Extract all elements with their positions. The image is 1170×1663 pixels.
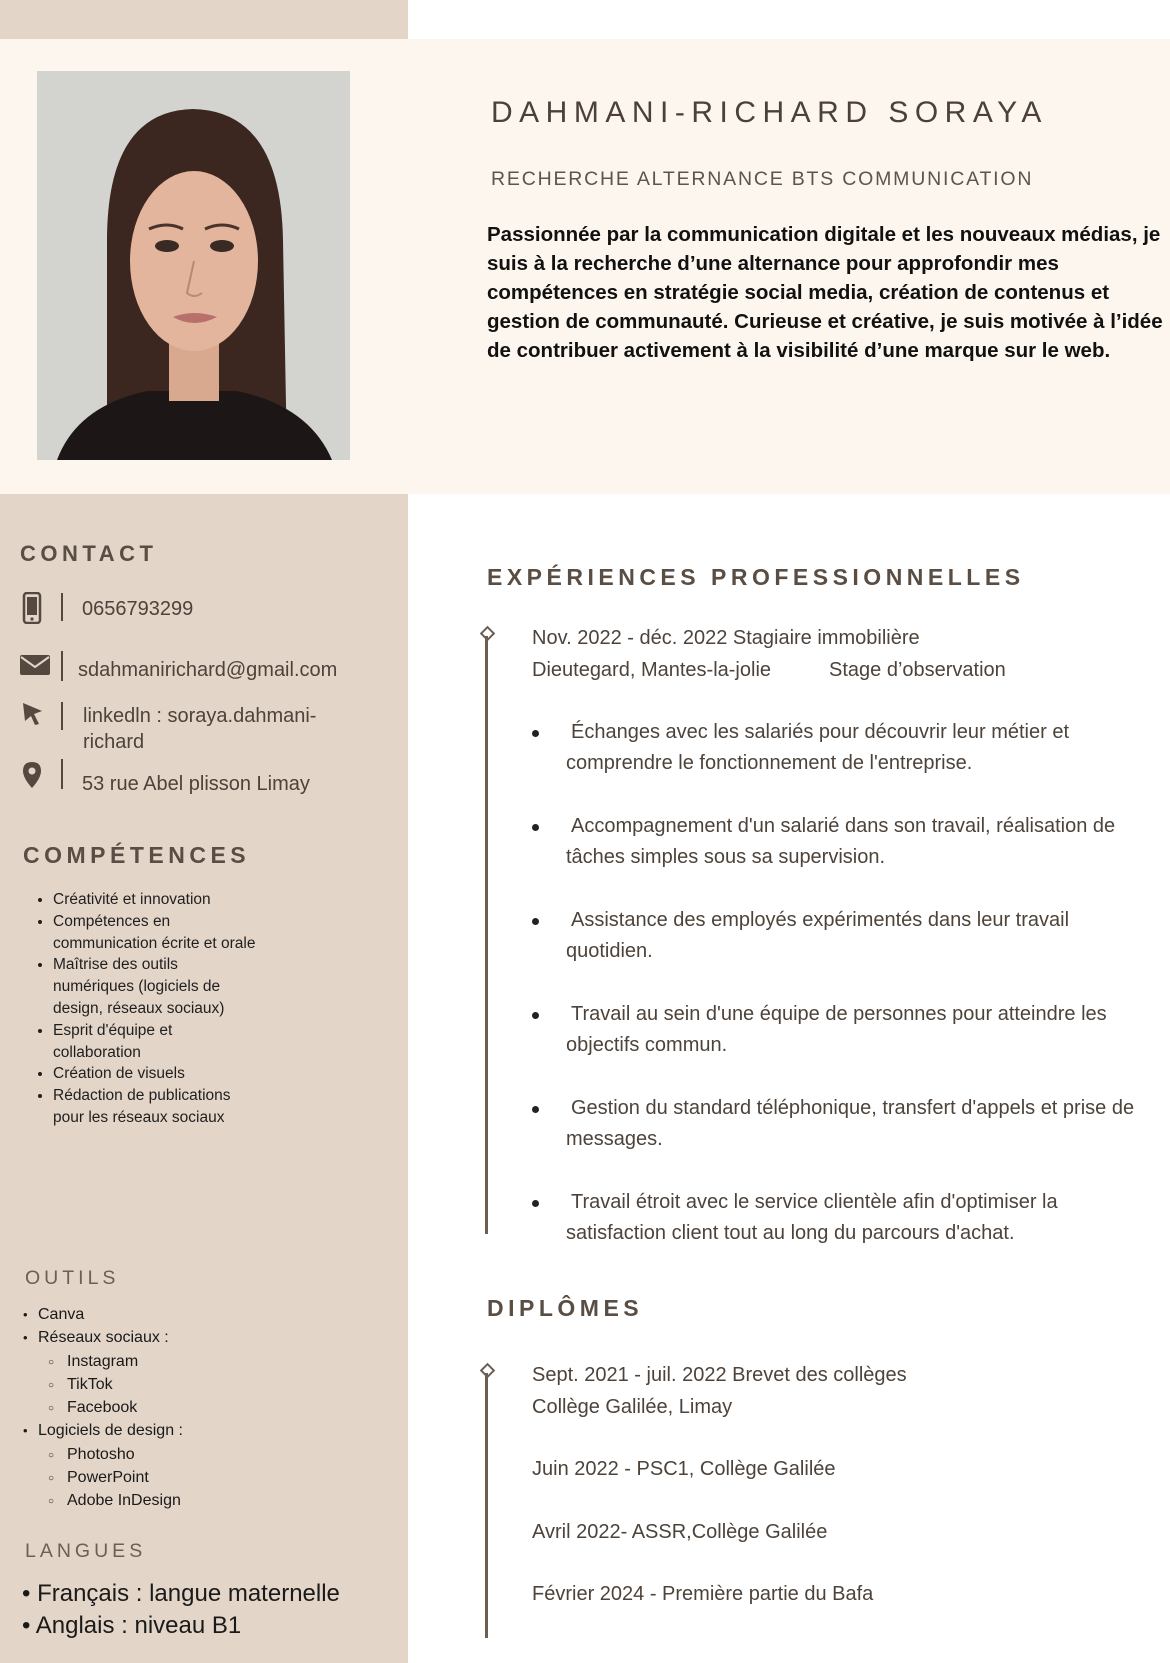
tool-subitem: ○ Facebook: [23, 1396, 183, 1419]
experience-heading: EXPÉRIENCES PROFESSIONNELLES: [487, 564, 1025, 590]
job-search-title: RECHERCHE ALTERNANCE BTS COMMUNICATION: [491, 168, 1034, 190]
diploma-school: Collège Galilée, Limay: [532, 1396, 733, 1418]
contact-heading: CONTACT: [20, 541, 158, 566]
timeline-line: [485, 1373, 488, 1638]
tools-list: [23, 1303, 183, 1513]
bullet-dot: [532, 824, 539, 831]
candidate-name: DAHMANI-RICHARD SORAYA: [491, 96, 1048, 129]
skills-heading: COMPÉTENCES: [23, 842, 251, 868]
postal-address: 53 rue Abel plisson Limay: [82, 773, 310, 795]
experience-bullet: Travail étroit avec le service clientèle afin d'optimiser la satisfaction client tout au long du parcours d'achat.: [540, 1187, 1140, 1249]
bullet-dot: [532, 1200, 539, 1207]
diploma-item: Février 2024 - Première partie du Bafa: [532, 1583, 874, 1605]
contact-separator: [61, 759, 63, 789]
location-pin-icon: [22, 761, 42, 794]
phone-number[interactable]: 0656793299: [82, 598, 194, 620]
experience-title: Nov. 2022 - déc. 2022 Stagiaire immobilière: [532, 627, 920, 649]
tool-subitem: ○ PowerPoint: [23, 1466, 183, 1489]
bullet-dot: [532, 918, 539, 925]
experience-company: Dieutegard, Mantes-la-jolie: [532, 659, 772, 681]
email-address[interactable]: sdahmanirichard@gmail.com: [78, 659, 338, 681]
tool-subitem: ○ Instagram: [23, 1350, 183, 1373]
diplomas-heading: DIPLÔMES: [487, 1295, 644, 1321]
tool-subitem: ○ Photosho: [23, 1443, 183, 1466]
contact-separator: [61, 593, 63, 621]
profile-summary: Passionnée par la communication digitale et les nouveaux médias, je suis à la recherche d’une alternance pour approfondir mes compétences en stratégie social media, création de contenus et gestion de communauté. Curieuse et créative, je suis motivée à l’idée de contribuer activement à la visibilité d’une marque sur le web.: [487, 223, 1163, 362]
mail-icon: [20, 655, 50, 680]
tool-subitem: ○ TikTok: [23, 1373, 183, 1396]
timeline-line: [485, 636, 488, 1234]
bullet-dot: [532, 1106, 539, 1113]
diploma-item: Juin 2022 - PSC1, Collège Galilée: [532, 1458, 836, 1480]
tool-category: • Logiciels de design :: [23, 1419, 183, 1442]
skill-item: • Créativité et innovation: [53, 889, 263, 911]
contact-separator: [61, 651, 63, 681]
bullet-dot: [532, 1012, 539, 1019]
profile-photo: [37, 71, 350, 460]
diploma-item: Avril 2022- ASSR,Collège Galilée: [532, 1521, 828, 1543]
skills-list: [32, 889, 263, 1129]
tool-item: • Canva: [23, 1303, 183, 1326]
experience-bullet: Assistance des employés expérimentés dans leur travail quotidien.: [540, 905, 1140, 967]
languages-list: [22, 1578, 340, 1642]
language-item: • Français : langue maternelle: [22, 1580, 340, 1607]
language-item: • Anglais : niveau B1: [22, 1612, 242, 1639]
contact-separator: [61, 702, 63, 730]
skill-item: • Rédaction de publications pour les réseaux sociaux: [53, 1085, 263, 1129]
experience-bullet: Travail au sein d'une équipe de personnes pour atteindre les objectifs commun.: [540, 999, 1140, 1061]
experience-bullet: Accompagnement d'un salarié dans son travail, réalisation de tâches simples sous sa supervision.: [540, 811, 1140, 873]
diploma-title: Sept. 2021 - juil. 2022 Brevet des collèges: [532, 1364, 907, 1386]
experience-bullet: Gestion du standard téléphonique, transfert d'appels et prise de messages.: [540, 1093, 1140, 1155]
skill-item: • Création de visuels: [53, 1063, 263, 1085]
linkedin-line-1[interactable]: linkedln : soraya.dahmani-: [83, 705, 317, 727]
experience-bullet: Échanges avec les salariés pour découvrir leur métier et comprendre le fonctionnement de l'entreprise.: [540, 717, 1140, 779]
tool-subitem: ○ Adobe InDesign: [23, 1489, 183, 1512]
skill-item: • Compétences en communication écrite et orale: [53, 911, 263, 955]
linkedin-line-2[interactable]: richard: [83, 731, 145, 753]
cursor-icon: [22, 702, 44, 731]
tool-category: • Réseaux sociaux :: [23, 1326, 183, 1349]
tools-heading: OUTILS: [25, 1267, 120, 1289]
bullet-dot: [532, 730, 539, 737]
experience-type: Stage d’observation: [829, 659, 1006, 681]
languages-heading: LANGUES: [25, 1540, 147, 1562]
phone-icon: [22, 592, 42, 629]
sidebar-top-band: [0, 0, 408, 39]
skill-item: • Esprit d'équipe et collaboration: [53, 1020, 263, 1064]
skill-item: • Maîtrise des outils numériques (logiciels de design, réseaux sociaux): [53, 954, 263, 1019]
